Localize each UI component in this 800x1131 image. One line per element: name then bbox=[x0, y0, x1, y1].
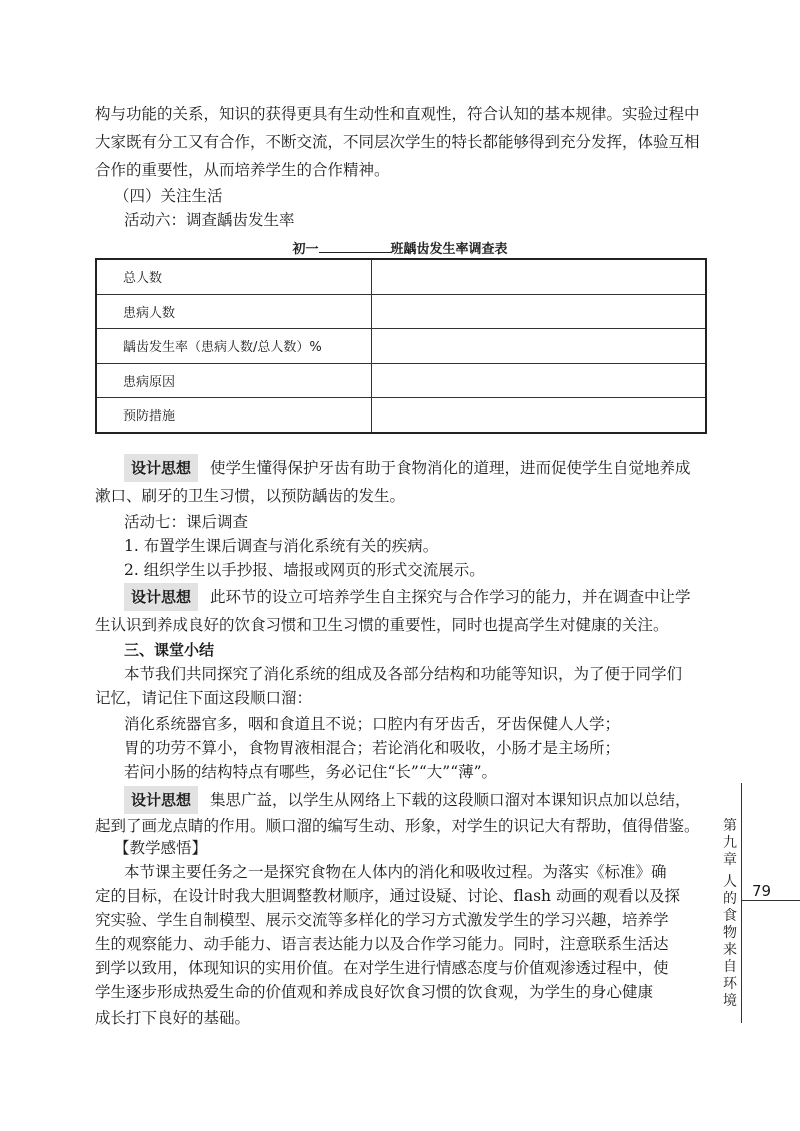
rhyme-line-3: 若问小肠的结构特点有哪些，务必记住“长”“大”“薄”。 bbox=[124, 763, 498, 781]
design-note-2 bbox=[124, 583, 744, 611]
activity-seven-item-2: 2. 组织学生以手抄报、墙报或网页的形式交流展示。 bbox=[124, 561, 485, 579]
section-heading-life: （四）关注生活 bbox=[114, 187, 223, 205]
activity-six-title: 活动六：调查龋齿发生率 bbox=[124, 211, 295, 229]
design-note-2-cont: 生认识到养成良好的饮食习惯和卫生习惯的重要性，同时也提高学生对健康的关注。 bbox=[95, 616, 669, 634]
intro-line-3: 合作的重要性，从而培养学生的合作精神。 bbox=[95, 161, 390, 179]
table-row bbox=[96, 398, 706, 433]
table-row bbox=[96, 294, 706, 329]
table-row bbox=[96, 259, 706, 294]
design-tag: 设计思想 bbox=[124, 583, 198, 611]
design-text: 使学生懂得保护牙齿有助于食物消化的道理，进而促使学生自觉地养成 bbox=[210, 459, 691, 477]
design-note-3-cont: 起到了画龙点睛的作用。顺口溜的编写生动、形象，对学生的识记大有帮助，值得借鉴。 bbox=[95, 817, 700, 835]
design-text: 集思广益，以学生从网络上下载的这段顺口溜对本课知识点加以总结， bbox=[210, 791, 691, 809]
activity-seven-item-1: 1. 布置学生课后调查与消化系统有关的疾病。 bbox=[124, 537, 439, 555]
reflection-heading: 【教学感悟】 bbox=[114, 839, 208, 857]
row-label: 患病人数 bbox=[96, 294, 372, 329]
caption-suffix: 班龋齿发生率调查表 bbox=[390, 242, 508, 257]
reflection-line-3: 究实验、学生自制模型、展示交流等多样化的学习方式激发学生的学习兴趣，培养学 bbox=[95, 911, 669, 929]
summary-heading: 三、课堂小结 bbox=[124, 641, 215, 659]
reflection-line-2: 定的目标，在设计时我大胆调整教材顺序，通过设疑、讨论、flash 动画的观看以及探 bbox=[95, 887, 680, 905]
design-note-1 bbox=[124, 454, 744, 482]
row-label: 龋齿发生率（患病人数/总人数）% bbox=[96, 329, 372, 364]
table-caption bbox=[95, 238, 705, 257]
design-tag: 设计思想 bbox=[124, 786, 198, 814]
row-label: 预防措施 bbox=[96, 398, 372, 433]
design-note-3 bbox=[124, 786, 744, 814]
survey-table bbox=[95, 258, 707, 434]
rhyme-line-1: 消化系统器官多，咽和食道且不说；口腔内有牙齿舌，牙齿保健人人学； bbox=[124, 715, 621, 733]
row-value bbox=[372, 363, 707, 398]
row-value bbox=[372, 259, 707, 294]
design-tag: 设计思想 bbox=[124, 454, 198, 482]
chapter-title: 人的食物来自环境 bbox=[723, 874, 737, 1009]
reflection-line-1: 本节课主要任务之一是探究食物在人体内的消化和吸收过程。为落实《标准》确 bbox=[124, 863, 667, 881]
reflection-line-7: 成长打下良好的基础。 bbox=[95, 1009, 251, 1027]
row-label: 总人数 bbox=[96, 259, 372, 294]
caption-prefix: 初一 bbox=[292, 242, 319, 257]
row-value bbox=[372, 329, 707, 364]
side-margin-rule bbox=[741, 783, 742, 1023]
rhyme-line-2: 胃的功劳不算小，食物胃液相混合；若论消化和吸收，小肠才是主场所； bbox=[124, 739, 621, 757]
row-label: 患病原因 bbox=[96, 363, 372, 398]
row-value bbox=[372, 294, 707, 329]
design-text: 此环节的设立可培养学生自主探究与合作学习的能力，并在调查中让学 bbox=[210, 588, 691, 606]
summary-line-2: 记忆，请记住下面这段顺口溜： bbox=[95, 689, 313, 707]
summary-line-1: 本节我们共同探究了消化系统的组成及各部分结构和功能等知识，为了便于同学们 bbox=[124, 665, 683, 683]
activity-seven-title: 活动七：课后调查 bbox=[124, 513, 249, 531]
intro-line-2: 大家既有分工又有合作，不断交流，不同层次学生的特长都能够得到充分发挥，体验互相 bbox=[95, 133, 700, 151]
chapter-label: 第九章 bbox=[723, 818, 737, 868]
intro-line-1: 构与功能的关系，知识的获得更具有生动性和直观性，符合认知的基本规律。实验过程中 bbox=[95, 105, 700, 123]
caption-blank bbox=[319, 240, 391, 253]
row-value bbox=[372, 398, 707, 433]
page-number-rule bbox=[741, 900, 800, 901]
table-row bbox=[96, 363, 706, 398]
reflection-line-5: 到学以致用，体现知识的实用价值。在对学生进行情感态度与价值观渗透过程中，使 bbox=[95, 959, 669, 977]
reflection-line-6: 学生逐步形成热爱生命的价值观和养成良好饮食习惯的饮食观，为学生的身心健康 bbox=[95, 983, 654, 1001]
reflection-line-4: 生的观察能力、动手能力、语言表达能力以及合作学习能力。同时，注意联系生活达 bbox=[95, 935, 669, 953]
table-row bbox=[96, 329, 706, 364]
page-number: 79 bbox=[752, 882, 772, 900]
design-note-1-cont: 漱口、刷牙的卫生习惯，以预防龋齿的发生。 bbox=[95, 487, 406, 505]
